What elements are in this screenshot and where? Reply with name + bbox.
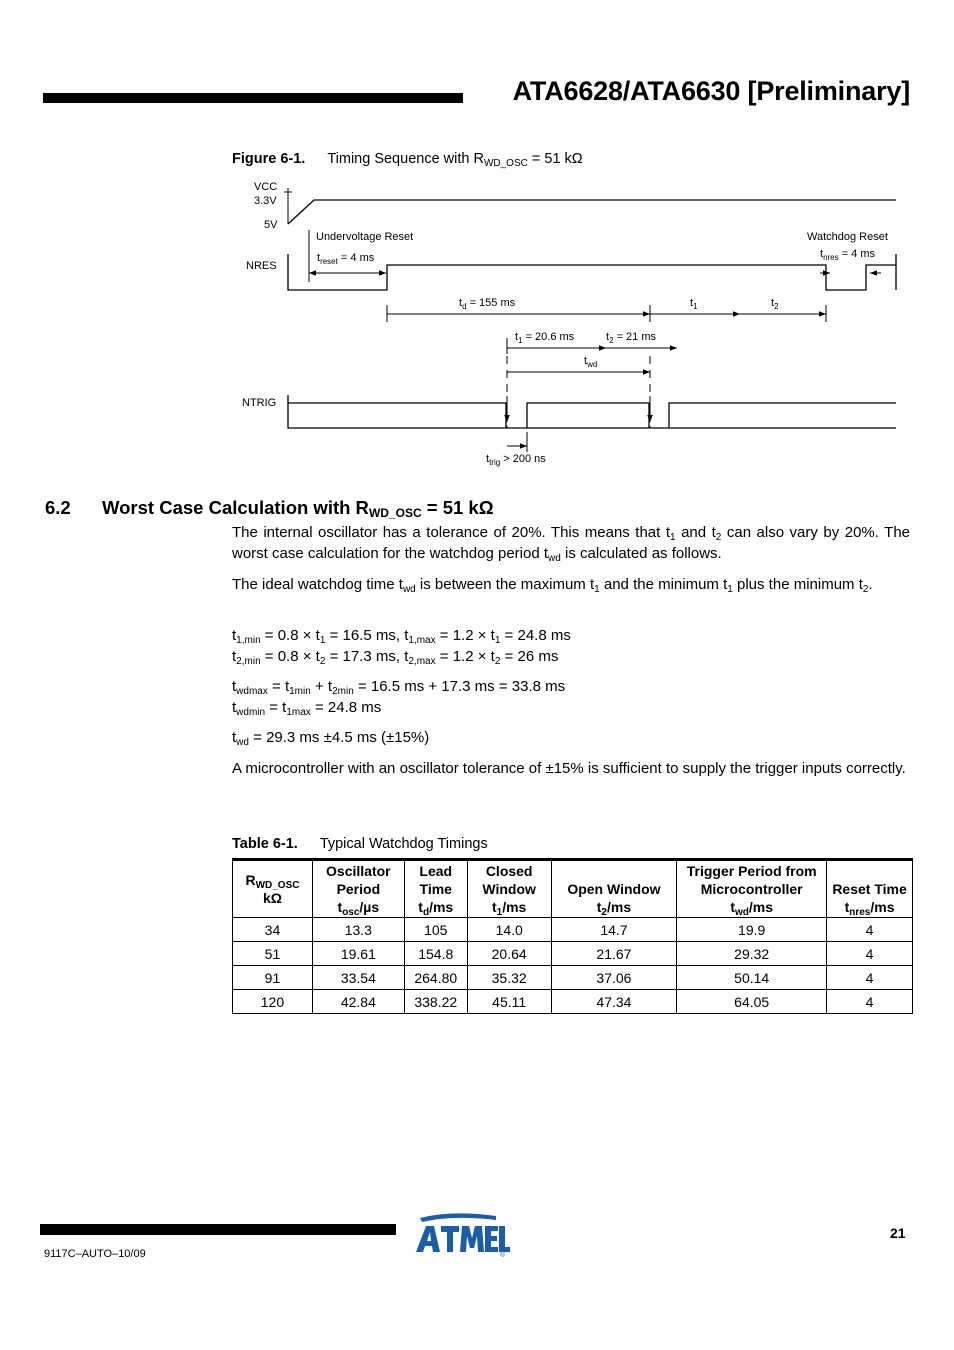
page-title: ATA6628/ATA6630 [Preliminary] — [512, 76, 910, 106]
equation-twd: $t_{wd} = 29.3$ ms ±4.5 ms (±15%) — [232, 729, 430, 748]
equation-t2: $t_{2,min} = 0.8 \times t_2 = 17.3$ ms, $t_{2,max} = 1.2 \times t_2 = 26$ ms — [232, 648, 559, 667]
figure-number: Figure 6-1. — [232, 151, 306, 167]
figure-caption: Figure 6-1. Timing Sequence with $R_{WD\_OSC} = 51$ kΩ — [232, 151, 583, 169]
footer-rule — [40, 1224, 396, 1235]
header-trigger-period: Trigger Period from Microcontroller $t_{wd}/ms$ — [677, 861, 827, 918]
table-row: 34 13.3 105 14.0 14.7 19.9 4 — [233, 918, 913, 942]
table-row: 51 19.61 154.8 20.64 21.67 29.32 4 — [233, 942, 913, 966]
table-row: 120 42.84 338.22 45.11 47.34 64.05 4 — [233, 990, 913, 1014]
table-row: 91 33.54 264.80 35.32 37.06 50.14 4 — [233, 966, 913, 990]
paragraph-microcontroller: A microcontroller with an oscillator tolerance of ±15% is sufficient to supply the trigger inputs correctly. — [232, 760, 906, 777]
undervoltage-reset-label: Undervoltage Reset — [316, 231, 414, 243]
svg-text:treset = 4 ms: $t_{reset} = 4$ ms — [317, 252, 375, 266]
svg-text:ttrig > 200 ns: $t_{trig} > 200$ ns — [486, 453, 546, 467]
paragraph-tolerance: The internal oscillator has a tolerance of 20%. This means that $t_1$ and $t_2$ can also vary by 20%. The worst case calculation for the watchdog period $t_{wd}$ is calculated as follows. — [232, 524, 911, 564]
nres-label: NRES — [246, 260, 277, 272]
registered-mark: ® — [500, 1252, 506, 1258]
timing-diagram — [230, 170, 910, 470]
svg-text:td = 155 ms: $t_d = 155$ ms — [459, 297, 516, 311]
v5-label: 5V — [264, 219, 278, 231]
header-osc-period: Oscillator Period $t_{osc}/\mu s$ — [312, 861, 404, 918]
svg-text:t2 = 21 ms: $t_2 = 21$ ms — [606, 331, 657, 345]
header-lead-time: Lead Time $t_d/ms$ — [404, 861, 467, 918]
section-number: 6.2 — [45, 497, 71, 518]
header-closed-window: Closed Window $t_1/ms$ — [467, 861, 551, 918]
section-heading: 6.2 Worst Case Calculation with $R_{WD\_OSC} = 51$ kΩ — [45, 497, 494, 520]
svg-text:t1 = 20.6 ms: $t_1 = 20.6$ ms — [515, 331, 575, 345]
nres-waveform — [288, 254, 896, 290]
equation-t1: $t_{1,min} = 0.8 \times t_1 = 16.5$ ms, $t_{1,max} = 1.2 \times t_1 = 24.8$ ms — [232, 627, 571, 646]
vcc-label: VCC — [254, 181, 278, 193]
ntrig-label: NTRIG — [242, 397, 277, 409]
header-reset-time: Reset Time $t_{nres}/ms$ — [827, 861, 913, 918]
header-open-window: Open Window $t_2/ms$ — [551, 861, 677, 918]
v33-label: 3.3V — [254, 195, 277, 207]
watchdog-timings-table — [232, 861, 913, 1014]
table-caption: Table 6-1. Typical Watchdog Timings — [232, 836, 488, 852]
svg-text:t1: $t_1$ — [690, 297, 698, 311]
equation-twdmin: $t_{wdmin} = t_{1max} = 24.8$ ms — [232, 699, 382, 718]
watchdog-reset-label: Watchdog Reset — [807, 231, 888, 243]
ntrig-waveform — [288, 395, 896, 428]
paragraph-ideal-time: The ideal watchdog time $t_{wd}$ is between the maximum $t_1$ and the minimum $t_1$ plus the minimum $t_2$. — [232, 576, 873, 595]
document-code: 9117C–AUTO–10/09 — [44, 1248, 146, 1260]
header-rule — [43, 93, 463, 103]
atmel-logo — [412, 1212, 510, 1258]
svg-text:tnres = 4 ms: $t_{nres} = 4$ ms — [820, 248, 875, 262]
page-number: 21 — [890, 1225, 906, 1241]
table-header-row — [233, 861, 913, 918]
vcc-waveform — [284, 188, 896, 224]
table-number: Table 6-1. — [232, 836, 298, 852]
equation-twdmax: $t_{wdmax} = t_{1min} + t_{2min} = 16.5$ ms + 17.3 ms = 33.8 ms — [232, 678, 566, 697]
svg-text:twd: $t_{wd}$ — [584, 355, 598, 369]
svg-text:t2: $t_2$ — [771, 297, 779, 311]
header-rwdosc: $R_{WD\_OSC}$ kΩ — [233, 861, 313, 918]
